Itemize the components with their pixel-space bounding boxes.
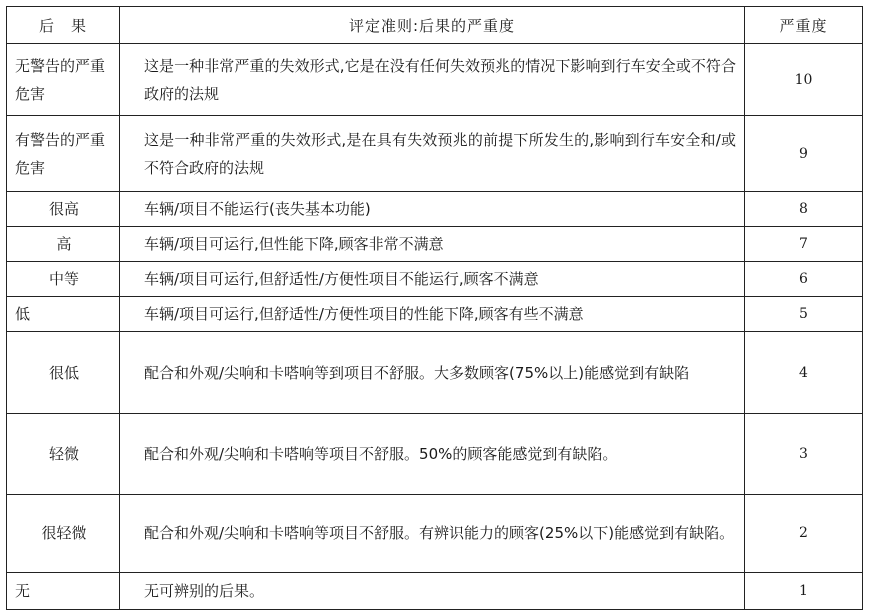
- consequence-cell: 无警告的严重危害: [7, 44, 120, 116]
- criteria-text: 这是一种非常严重的失效形式,是在具有失效预兆的前提下所发生的,影响到行车安全和/或不符合政府的法规: [144, 130, 736, 177]
- header-consequence: 后 果: [7, 7, 120, 44]
- criteria-text: 车辆/项目可运行,但舒适性/方便性项目不能运行,顾客不满意: [144, 270, 539, 289]
- table-row: [7, 262, 863, 297]
- criteria-cell: [120, 332, 745, 414]
- consequence-cell: 有警告的严重危害: [7, 116, 120, 192]
- severity-cell: 8: [745, 192, 863, 227]
- criteria-text: 配合和外观/尖响和卡嗒响等到项目不舒服。大多数顾客(75%以上)能感觉到有缺陷: [144, 363, 690, 382]
- header-row: [7, 7, 863, 44]
- table-body: [7, 44, 863, 610]
- criteria-text: 车辆/项目不能运行(丧失基本功能): [144, 200, 371, 219]
- table-row: [7, 192, 863, 227]
- criteria-text: 这是一种非常严重的失效形式,它是在没有任何失效预兆的情况下影响到行车安全或不符合政府的法规: [144, 56, 736, 103]
- criteria-text: 配合和外观/尖响和卡嗒响等项目不舒服。有辨识能力的顾客(25%以下)能感觉到有缺陷。: [144, 524, 735, 543]
- severity-cell: 10: [745, 44, 863, 116]
- consequence-cell: 很轻微: [7, 494, 120, 572]
- consequence-cell: 低: [7, 297, 120, 332]
- criteria-cell: [120, 192, 745, 227]
- table-row: [7, 494, 863, 572]
- header-severity: 严重度: [745, 7, 863, 44]
- consequence-cell: 中等: [7, 262, 120, 297]
- consequence-cell: 高: [7, 227, 120, 262]
- severity-cell: 7: [745, 227, 863, 262]
- criteria-text: 车辆/项目可运行,但性能下降,顾客非常不满意: [144, 235, 444, 254]
- header-criteria: 评定准则:后果的严重度: [120, 7, 745, 44]
- table-header: [7, 7, 863, 44]
- table-row: [7, 572, 863, 609]
- severity-cell: 2: [745, 494, 863, 572]
- table-row: [7, 227, 863, 262]
- severity-cell: 4: [745, 332, 863, 414]
- severity-cell: 9: [745, 116, 863, 192]
- severity-cell: 6: [745, 262, 863, 297]
- criteria-cell: [120, 44, 745, 116]
- criteria-cell: [120, 227, 745, 262]
- criteria-cell: [120, 494, 745, 572]
- consequence-cell: 无: [7, 572, 120, 609]
- criteria-cell: [120, 262, 745, 297]
- criteria-cell: [120, 297, 745, 332]
- table-row: [7, 297, 863, 332]
- table-row: [7, 116, 863, 192]
- table-row: [7, 44, 863, 116]
- table-row: [7, 414, 863, 494]
- consequence-cell: 轻微: [7, 414, 120, 494]
- criteria-text: 配合和外观/尖响和卡嗒响等项目不舒服。50%的顾客能感觉到有缺陷。: [144, 445, 618, 464]
- criteria-cell: [120, 572, 745, 609]
- criteria-text: 无可辨别的后果。: [144, 581, 265, 600]
- severity-cell: 5: [745, 297, 863, 332]
- criteria-cell: [120, 414, 745, 494]
- table-row: [7, 332, 863, 414]
- severity-cell: 3: [745, 414, 863, 494]
- consequence-cell: 很高: [7, 192, 120, 227]
- severity-cell: 1: [745, 572, 863, 609]
- criteria-cell: [120, 116, 745, 192]
- severity-criteria-table: [6, 6, 863, 610]
- criteria-text: 车辆/项目可运行,但舒适性/方便性项目的性能下降,顾客有些不满意: [144, 305, 584, 324]
- consequence-cell: 很低: [7, 332, 120, 414]
